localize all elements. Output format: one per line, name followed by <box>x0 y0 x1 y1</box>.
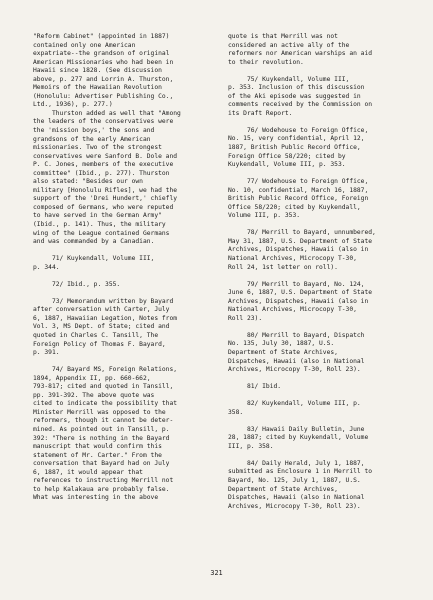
text-line: Bayard, No. 125, July 1, 1887, U.S. <box>228 476 361 484</box>
text-line: contained only one American <box>33 41 136 49</box>
text-line: Foreign Office 58/220; cited by <box>228 152 346 160</box>
paragraph-gap <box>33 289 223 298</box>
text-line: quote is that Merrill was not <box>228 33 338 40</box>
text-line: also stated: "Besides our own <box>33 178 143 186</box>
text-line: Dispatches, Hawaii (also in National <box>228 494 365 502</box>
paragraph-gap <box>228 323 408 332</box>
text-line: committee" (Ibid., p. 277). Thurston <box>33 169 170 177</box>
text-line: Foreign Policy of Thomas F. Bayard, <box>33 340 166 348</box>
paragraph-gap <box>228 170 408 179</box>
text-line: 78/ Merrill to Bayard, unnumbered, <box>228 229 376 237</box>
text-line: Archives, Microcopy T-30, Roll 23). <box>228 502 361 510</box>
text-line: Kuykendall, Volume III, p. 353. <box>228 161 346 169</box>
text-line: the 'mission boys,' the sons and <box>33 127 155 135</box>
text-line: references to instructing Merrill not <box>33 477 174 485</box>
text-line: P. C. Jones, members of the executive <box>33 161 174 169</box>
text-line: composed of Germans, who were reputed <box>33 203 174 211</box>
text-line: National Archives, Microcopy T-30, <box>228 255 357 263</box>
text-line: of the Aki episode was suggested in <box>228 92 361 100</box>
text-line: National Archives, Microcopy T-30, <box>228 306 357 314</box>
text-line: after conversation with Carter, July <box>33 306 170 314</box>
text-line: III, p. 358. <box>228 442 274 450</box>
text-line: considered an active ally of the <box>228 41 350 49</box>
text-line: 83/ Hawaii Daily Bulletin, June <box>228 425 365 433</box>
text-line: (Ibid., p. 141). Thus, the military <box>33 221 166 229</box>
text-line: Archives, Microcopy T-30, Roll 23). <box>228 366 361 374</box>
paragraph-gap <box>228 392 408 401</box>
text-line: its Draft Report. <box>228 109 293 117</box>
text-line: 1894, Appendix II, pp. 660-662, <box>33 374 151 382</box>
text-line: support of the 'Drei Hundert,' chiefly <box>33 195 178 203</box>
paragraph-gap <box>228 417 408 426</box>
text-line: manuscript that would confirm this <box>33 443 162 451</box>
text-line: conversation that Bayard had on July <box>33 460 170 468</box>
text-line: p. 391. <box>33 349 60 357</box>
text-line: 82/ Kuykendall, Volume III, p. <box>228 400 361 408</box>
paragraph-gap <box>33 358 223 367</box>
text-line: expatriate--the grandson of original <box>33 50 170 58</box>
text-line: (Honolulu: Advertiser Publishing Co., <box>33 92 174 100</box>
paragraph-gap <box>228 118 408 127</box>
text-line: statement of Mr. Carter." From the <box>33 451 162 459</box>
text-line: above, p. 277 and Lorrin A. Thurston, <box>33 75 174 83</box>
text-line: reformers, though it cannot be deter- <box>33 417 174 425</box>
text-line: 72/ Ibid., p. 355. <box>33 280 121 288</box>
text-line: Archives, Dispatches, Hawaii (also in <box>228 297 369 305</box>
text-line: Roll 23). <box>228 314 263 322</box>
text-line: 79/ Merrill to Bayard, No. 124, <box>228 280 365 288</box>
text-line: 84/ Daily Herald, July 1, 1887, <box>228 459 365 467</box>
text-line: 80/ Merrill to Bayard, Dispatch <box>228 331 365 339</box>
text-line: Minister Merrill was opposed to the <box>33 408 166 416</box>
text-line: to their revolution. <box>228 58 304 66</box>
text-line: Volume III, p. 353. <box>228 212 301 220</box>
text-line: 77/ Wodehouse to Foreign Office, <box>228 178 369 186</box>
text-line: cited to indicate the possibility that <box>33 400 178 408</box>
text-line: American Missionaries who had been in <box>33 58 174 66</box>
text-line: Ltd., 1936), p. 277.) <box>33 101 113 109</box>
text-line: Vol. 3, MS Dept. of State; cited and <box>33 323 170 331</box>
right-column <box>228 33 408 511</box>
text-line: to help Kalakaua are probably false. <box>33 485 170 493</box>
text-line: Memoirs of the Hawaiian Revolution <box>33 84 162 92</box>
text-line: Thurston added as well that "Among <box>33 109 181 117</box>
paragraph-gap <box>228 451 408 460</box>
text-line: May 31, 1887, U.S. Department of State <box>228 237 373 245</box>
left-column <box>33 33 223 503</box>
paragraph-gap <box>228 375 408 384</box>
text-line: pp. 391-392. The above quote was <box>33 391 155 399</box>
paragraph-gap <box>228 67 408 76</box>
text-line: 358. <box>228 408 244 416</box>
text-line: p. 344. <box>33 263 60 271</box>
text-line: 1887, British Public Record Office, <box>228 144 361 152</box>
text-line: to have served in the German Army" <box>33 212 162 220</box>
page-number: 321 <box>210 569 223 577</box>
text-line: No. 135, July 30, 1887, U.S. <box>228 340 335 348</box>
text-line: 793-817; cited and quoted in Tansill, <box>33 383 174 391</box>
text-line: comments received by the Commission on <box>228 101 373 109</box>
text-line: "Reform Cabinet" (appointed in 1887) <box>33 33 170 40</box>
text-line: Department of State Archives, <box>228 348 338 356</box>
text-line: Hawaii since 1828. (See discussion <box>33 67 162 75</box>
text-line: and was commanded by a Canadian. <box>33 238 155 246</box>
paragraph-gap <box>33 272 223 281</box>
text-line: quoted in Charles C. Tansill, The <box>33 332 159 339</box>
text-line: British Public Record Office, Foreign <box>228 195 369 203</box>
text-line: grandsons of the early American <box>33 135 151 143</box>
text-line: reformers nor American warships an aid <box>228 50 373 58</box>
text-line: 392: "There is nothing in the Bayard <box>33 434 170 442</box>
text-line: 73/ Memorandum written by Bayard <box>33 297 174 305</box>
text-line: 28, 1887; cited by Kuykendall, Volume <box>228 434 369 442</box>
text-line: wing of the League contained Germans <box>33 229 170 237</box>
paragraph-gap <box>33 247 223 256</box>
text-line: military [Honolulu Rifles], we had the <box>33 186 178 194</box>
text-line: missionaries. Two of the strongest <box>33 144 162 152</box>
text-line: p. 353. Inclusion of this discussion <box>228 84 365 92</box>
text-line: 81/ Ibid. <box>228 383 282 391</box>
text-line: 74/ Bayard MS, Foreign Relations, <box>33 366 178 374</box>
text-line: 76/ Wodehouse to Foreign Office, <box>228 126 369 134</box>
text-line: 6, 1887, Hawaiian Legation, Notes from <box>33 314 178 322</box>
text-line: Archives, Dispatches, Hawaii (also in <box>228 246 369 254</box>
text-line: the leaders of the conservatives were <box>33 118 174 126</box>
text-line: June 6, 1887, U.S. Department of State <box>228 289 373 297</box>
paragraph-gap <box>228 272 408 281</box>
text-line: What was interesting in the above <box>33 494 159 502</box>
text-line: Department of State Archives, <box>228 485 338 493</box>
text-line: No. 15, very confidential, April 12, <box>228 135 365 143</box>
text-line: 75/ Kuykendall, Volume III, <box>228 75 350 83</box>
text-line: Dispatches, Hawaii (also in National <box>228 357 365 365</box>
text-line: Roll 24, 1st letter on roll). <box>228 263 338 271</box>
text-line: 71/ Kuykendall, Volume III, <box>33 255 155 263</box>
paragraph-gap <box>228 221 408 230</box>
text-line: No. 10, confidential, March 16, 1887, <box>228 186 369 194</box>
text-line: submitted as Enclosure 1 in Merrill to <box>228 468 373 476</box>
text-line: conservatives were Sanford B. Dole and <box>33 152 178 160</box>
text-line: Office 58/220; cited by Kuykendall, <box>228 203 361 211</box>
text-line: 6, 1887, it would appear that <box>33 468 143 476</box>
text-line: mined. As pointed out in Tansill, p. <box>33 425 170 433</box>
